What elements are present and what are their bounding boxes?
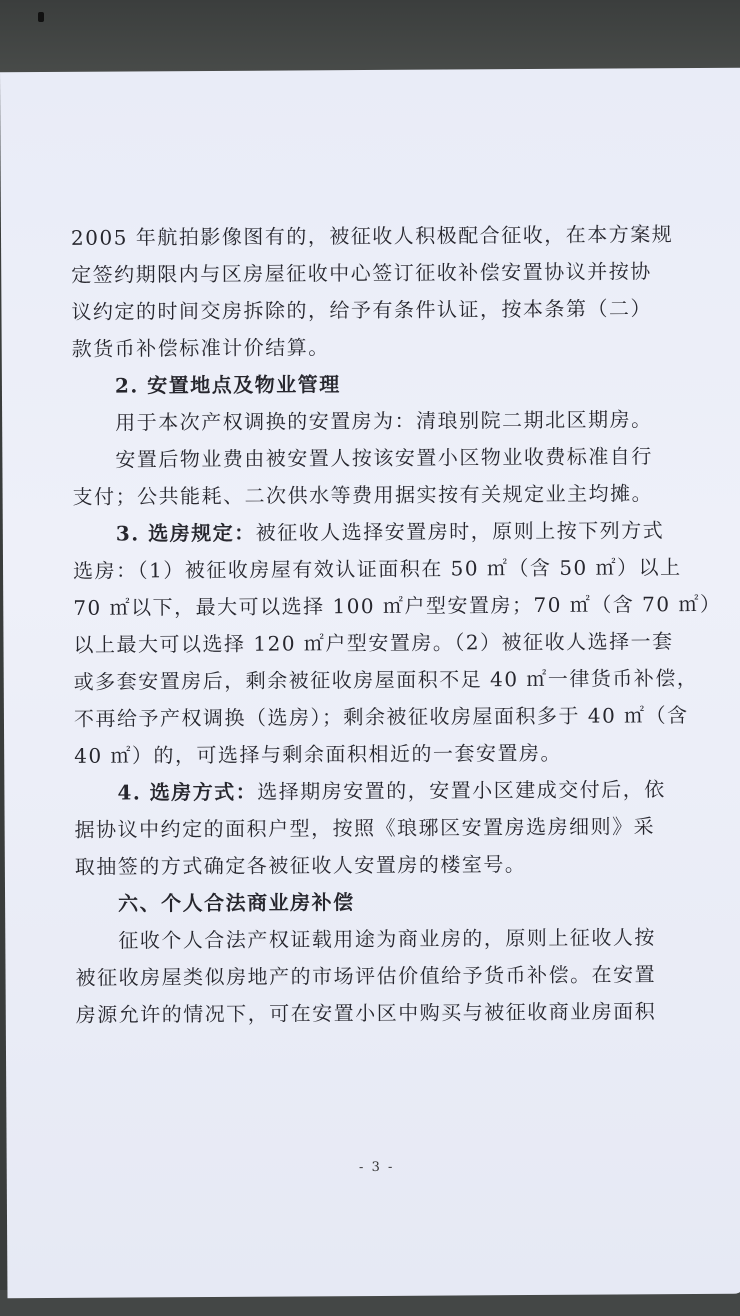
section-3-line: 选房：（1）被征收房屋有效认证面积在 50 ㎡（含 50 ㎡）以上 bbox=[72, 555, 682, 583]
section-3-first-text: 被征收人选择安置房时，原则上按下列方式 bbox=[255, 518, 665, 545]
body-line: 款货币补偿标准计价结算。 bbox=[71, 335, 330, 361]
pin-mark bbox=[38, 12, 44, 22]
body-line: 定签约期限内与区房屋征收中心签订征收补偿安置协议并按协 bbox=[71, 259, 652, 287]
section-3-line: 40 ㎡）的，可选择与剩余面积相近的一套安置房。 bbox=[74, 740, 563, 768]
section-3-line: 不再给予产权调换（选房）；剩余被征收房屋面积多于 40 ㎡（含 bbox=[73, 703, 689, 731]
section-2-line: 支付；公共能耗、二次供水等费用据实按有关规定业主均摊。 bbox=[72, 481, 654, 509]
section-4-first-text: 选择期房安置的，安置小区建成交付后，依 bbox=[257, 777, 666, 804]
section-6-line: 房源允许的情况下，可在安置小区中购买与被征收商业房面积 bbox=[75, 999, 657, 1027]
section-2-heading: 2. 安置地点及物业管理 bbox=[114, 372, 341, 398]
section-4-line: 取抽签的方式确定各被征收人安置房的楼室号。 bbox=[74, 852, 527, 879]
body-line: 议约定的时间交房拆除的，给予有条件认证，按本条第（二） bbox=[71, 296, 653, 324]
section-2-line: 用于本次产权调换的安置房为：清琅别院二期北区期房。 bbox=[115, 407, 653, 435]
section-4-label: 4. 选房方式： bbox=[117, 779, 258, 805]
document-page bbox=[0, 68, 740, 1298]
section-4-first-line bbox=[74, 771, 719, 812]
body-line: 2005 年航拍影像图有的，被征收人积极配合征收，在本方案规 bbox=[70, 222, 674, 250]
section-3-line: 或多套安置房后，剩余被征收房屋面积不足 40 ㎡一律货币补偿， bbox=[73, 666, 699, 694]
page-number: - 3 - bbox=[358, 1159, 395, 1176]
section-3-line: 以上最大可以选择 120 ㎡户型安置房。（2）被征收人选择一套 bbox=[73, 629, 674, 657]
section-6-line: 征收个人合法产权证载用途为商业房的，原则上征收人按 bbox=[118, 925, 656, 953]
section-2-line: 安置后物业费由被安置人按该安置小区物业收费标准自行 bbox=[115, 444, 653, 472]
section-3-line: 70 ㎡以下，最大可以选择 100 ㎡户型安置房；70 ㎡（含 70 ㎡） bbox=[73, 591, 722, 620]
section-4-line: 据协议中约定的面积户型，按照《琅琊区安置房选房细则》采 bbox=[74, 814, 656, 842]
document-body bbox=[71, 216, 721, 1034]
section-3-label: 3. 选房规定： bbox=[115, 520, 256, 546]
section-6-line: 被征收房屋类似房地产的市场评估价值给予货币补偿。在安置 bbox=[75, 962, 657, 990]
section-3-first-line bbox=[73, 512, 718, 553]
section-6-heading: 六、个人合法商业房补偿 bbox=[118, 890, 355, 916]
